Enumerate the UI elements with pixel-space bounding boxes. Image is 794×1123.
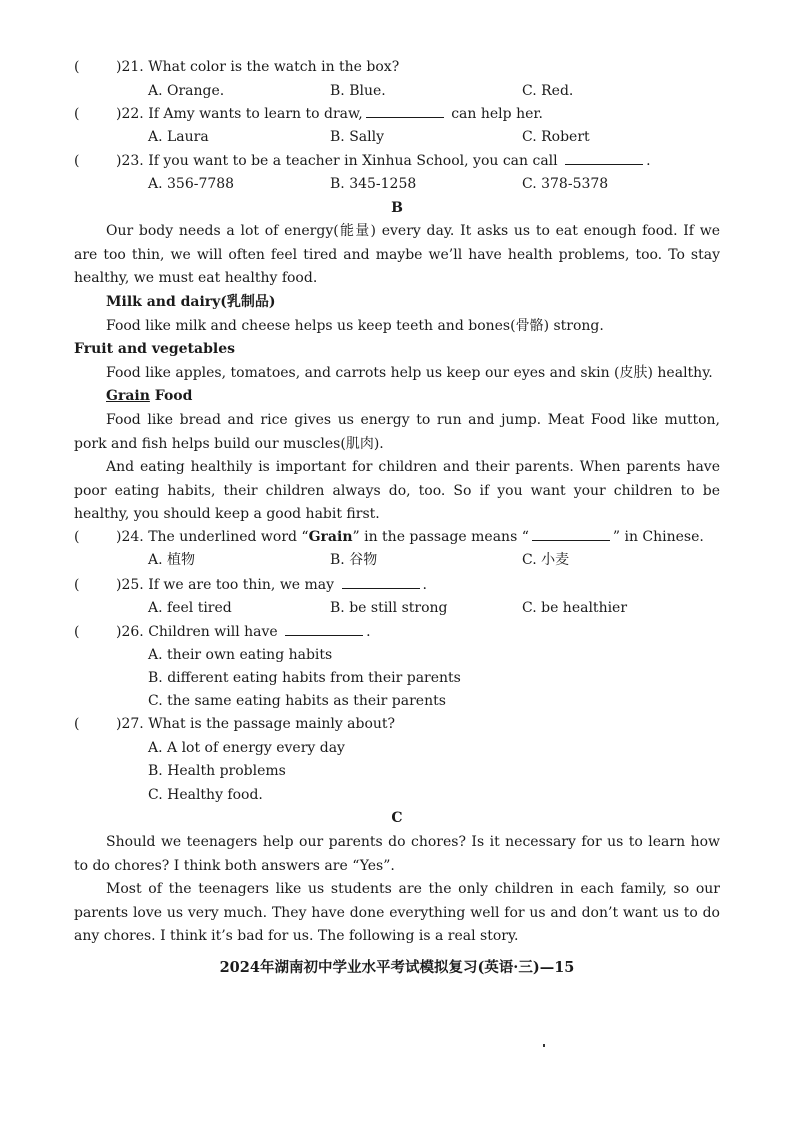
question-25-text-before: If we are too thin, we may	[148, 577, 335, 593]
page-footer: 2024年湖南初中学业水平考试模拟复习(英语·三)—15	[219, 959, 575, 976]
question-23	[116, 151, 651, 171]
answer-paren-21: (	[74, 59, 80, 75]
section-b-closing-text: And eating healthily is important for children and their parents. When parents have poor eating habits, their children always do, too. So if you want your children to be healthy, you should keep a good habit first.	[74, 459, 720, 522]
scan-speck	[543, 1044, 545, 1047]
q24-option-a: A. 植物	[148, 552, 196, 568]
q21-option-b: B. Blue.	[330, 83, 386, 99]
answer-blank-25[interactable]	[342, 576, 420, 589]
fruit-vegetables-heading: Fruit and vegetables	[74, 341, 235, 357]
q26-option-c: C. the same eating habits as their parents	[148, 693, 446, 709]
section-c-paragraph-2	[74, 878, 720, 949]
question-25	[116, 575, 427, 595]
question-22-text-before: If Amy wants to learn to draw,	[148, 106, 363, 122]
section-c-paragraph-1	[74, 831, 720, 878]
question-21-text: What color is the watch in the box?	[148, 59, 400, 75]
question-21	[116, 57, 399, 77]
answer-paren-23: (	[74, 153, 80, 169]
question-number-26: )26.	[116, 624, 144, 640]
milk-dairy-text: Food like milk and cheese helps us keep teeth and bones(骨骼) strong.	[106, 318, 604, 334]
question-27	[116, 714, 395, 734]
answer-blank-23[interactable]	[565, 152, 643, 165]
question-24-text-before: The underlined word “	[148, 529, 309, 545]
question-25-text-after: .	[422, 577, 427, 593]
q22-option-b: B. Sally	[330, 129, 384, 145]
section-b-intro-paragraph	[74, 220, 720, 291]
section-c-heading: C	[391, 810, 403, 826]
fruit-vegetables-text: Food like apples, tomatoes, and carrots help us keep our eyes and skin (皮肤) healthy.	[106, 365, 713, 381]
question-26	[116, 622, 371, 642]
question-number-24: )24.	[116, 529, 144, 545]
answer-blank-22[interactable]	[366, 105, 444, 118]
grain-food-paragraph	[74, 409, 720, 456]
q24-option-b: B. 谷物	[330, 552, 378, 568]
milk-dairy-heading: Milk and dairy(乳制品)	[106, 294, 276, 310]
q27-option-b: B. Health problems	[148, 763, 286, 779]
q26-option-b: B. different eating habits from their parents	[148, 670, 461, 686]
q25-option-c: C. be healthier	[522, 600, 628, 616]
question-24-text-mid: ” in the passage means “	[352, 529, 529, 545]
question-23-text-before: If you want to be a teacher in Xinhua School, you can call	[148, 153, 558, 169]
answer-blank-24[interactable]	[532, 528, 610, 541]
question-number-27: )27.	[116, 716, 144, 732]
question-number-21: )21.	[116, 59, 144, 75]
section-c-paragraph-2-text: Most of the teenagers like us students are the only children in each family, so our parents love us very much. They have done everything well for us and don’t want us to do any chores. I think it’s bad for us. The following is a real story.	[74, 881, 720, 944]
question-27-text: What is the passage mainly about?	[148, 716, 396, 732]
question-26-text-before: Children will have	[148, 624, 278, 640]
q25-option-b: B. be still strong	[330, 600, 448, 616]
q23-option-c: C. 378-5378	[522, 176, 609, 192]
answer-paren-26: (	[74, 624, 80, 640]
section-b-intro-text: Our body needs a lot of energy(能量) every day. It asks us to eat enough food. If we are too thin, we will often feel tired and maybe we’ll have health problems, too. To stay healthy, we must eat healthy food.	[74, 223, 720, 286]
question-number-23: )23.	[116, 153, 144, 169]
q26-option-a: A. their own eating habits	[148, 647, 333, 663]
section-b-heading: B	[391, 200, 403, 216]
question-number-25: )25.	[116, 577, 144, 593]
grain-underlined-word: Grain	[106, 388, 150, 404]
question-22-text-after: can help her.	[451, 106, 543, 122]
answer-paren-25: (	[74, 577, 80, 593]
answer-paren-24: (	[74, 529, 80, 545]
section-c-paragraph-1-text: Should we teenagers help our parents do chores? Is it necessary for us to learn how to do chores? I think both answers are “Yes”.	[74, 834, 720, 874]
grain-heading-rest: Food	[149, 388, 193, 404]
question-24	[116, 527, 704, 547]
question-26-text-after: .	[366, 624, 371, 640]
q25-option-a: A. feel tired	[148, 600, 232, 616]
q22-option-c: C. Robert	[522, 129, 590, 145]
question-23-text-after: .	[646, 153, 651, 169]
question-number-22: )22.	[116, 106, 144, 122]
q23-option-a: A. 356-7788	[148, 176, 235, 192]
q24-option-c: C. 小麦	[522, 552, 570, 568]
q27-option-c: C. Healthy food.	[148, 787, 263, 803]
q22-option-a: A. Laura	[148, 129, 209, 145]
grain-food-heading	[106, 386, 192, 406]
q21-option-a: A. Orange.	[148, 83, 225, 99]
question-22	[116, 104, 543, 124]
q21-option-c: C. Red.	[522, 83, 574, 99]
answer-blank-26[interactable]	[285, 623, 363, 636]
q27-option-a: A. A lot of energy every day	[148, 740, 345, 756]
grain-food-text: Food like bread and rice gives us energy to run and jump. Meat Food like mutton, pork and fish helps build our muscles(肌肉).	[74, 412, 720, 452]
section-b-closing-paragraph	[74, 456, 720, 527]
answer-paren-22: (	[74, 106, 80, 122]
question-24-bold-word: Grain	[308, 529, 353, 545]
question-24-text-after: ” in Chinese.	[612, 529, 704, 545]
answer-paren-27: (	[74, 716, 80, 732]
q23-option-b: B. 345-1258	[330, 176, 417, 192]
